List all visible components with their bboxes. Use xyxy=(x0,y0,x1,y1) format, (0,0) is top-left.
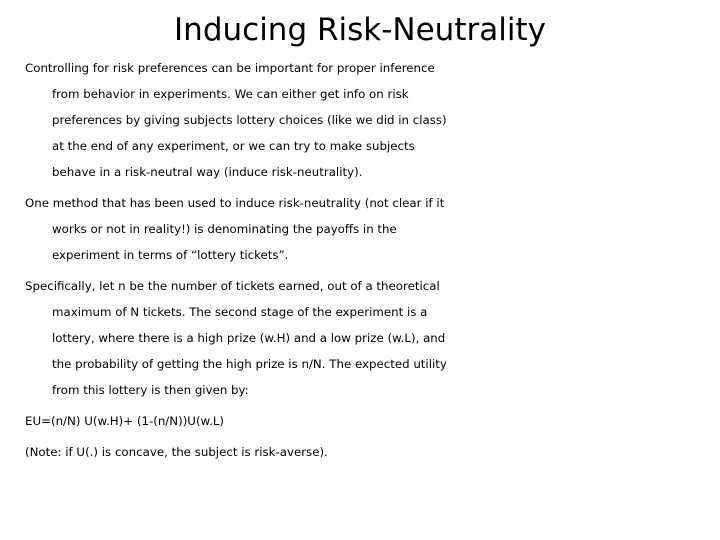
expected-utility-equation: EU=(n/N) U(w.H)+ (1-(n/N))U(w.L) xyxy=(25,414,225,428)
risk-aversion-note: (Note: if U(.) is concave, the subject is risk-averse). xyxy=(25,445,328,459)
paragraph-line: the probability of getting the high prize is n/N. The expected utility xyxy=(52,357,447,371)
paragraph-line: preferences by giving subjects lottery choices (like we did in class) xyxy=(52,113,447,127)
paragraph-lottery xyxy=(25,273,715,403)
paragraph-note xyxy=(25,439,715,465)
paragraph-line: One method that has been used to induce risk-neutrality (not clear if it xyxy=(25,196,445,210)
paragraph-line: works or not in reality!) is denominating the payoffs in the xyxy=(52,222,397,236)
slide-title: Inducing Risk-Neutrality xyxy=(174,12,546,48)
paragraph-line: from this lottery is then given by: xyxy=(52,383,249,397)
paragraph-line: at the end of any experiment, or we can try to make subjects xyxy=(52,139,415,153)
paragraph-line: maximum of N tickets. The second stage of the experiment is a xyxy=(52,305,428,319)
paragraph-line: Specifically, let n be the number of tickets earned, out of a theoretical xyxy=(25,279,440,293)
paragraph-equation xyxy=(25,408,715,434)
paragraph-line: Controlling for risk preferences can be important for proper inference xyxy=(25,61,435,75)
paragraph-risk-preferences xyxy=(25,55,715,185)
paragraph-method xyxy=(25,190,715,268)
paragraph-line: lottery, where there is a high prize (w.H) and a low prize (w.L), and xyxy=(52,331,446,345)
slide-body xyxy=(25,55,715,470)
paragraph-line: from behavior in experiments. We can either get info on risk xyxy=(52,87,409,101)
paragraph-line: behave in a risk-neutral way (induce risk-neutrality). xyxy=(52,165,363,179)
paragraph-line: experiment in terms of “lottery tickets”. xyxy=(52,248,289,262)
